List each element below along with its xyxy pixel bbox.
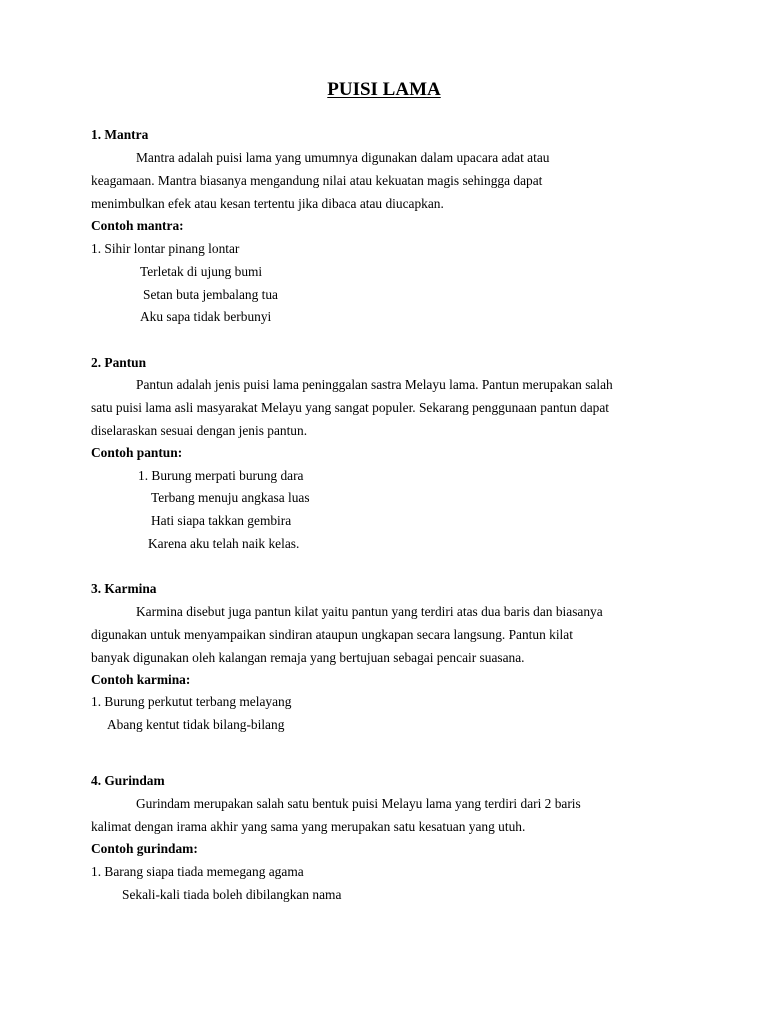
- example-label-pantun: Contoh pantun:: [91, 445, 183, 460]
- poem-line: 1. Sihir lontar pinang lontar: [91, 241, 240, 256]
- paragraph-line: keagamaan. Mantra biasanya mengandung nilai atau kekuatan magis sehingga dapat: [91, 173, 543, 188]
- poem-line: Abang kentut tidak bilang-bilang: [107, 717, 285, 732]
- paragraph-line: banyak digunakan oleh kalangan remaja yang bertujuan sebagai pencair suasana.: [91, 650, 525, 665]
- poem-line: Terbang menuju angkasa luas: [151, 490, 310, 505]
- poem-line: Setan buta jembalang tua: [143, 287, 278, 302]
- poem-line: Hati siapa takkan gembira: [151, 513, 292, 528]
- section-heading-mantra: 1. Mantra: [91, 127, 149, 142]
- poem-line: Sekali-kali tiada boleh dibilangkan nama: [122, 887, 342, 902]
- paragraph-line: kalimat dengan irama akhir yang sama yang merupakan satu kesatuan yang utuh.: [91, 819, 526, 834]
- poem-line: 1. Barang siapa tiada memegang agama: [91, 864, 304, 879]
- paragraph-line: digunakan untuk menyampaikan sindiran ataupun ungkapan secara langsung. Pantun kilat: [91, 627, 573, 642]
- example-label-gurindam: Contoh gurindam:: [91, 841, 198, 856]
- paragraph-line: satu puisi lama asli masyarakat Melayu yang sangat populer. Sekarang penggunaan pantun dapat: [91, 400, 609, 415]
- paragraph-line: diselaraskan sesuai dengan jenis pantun.: [91, 423, 308, 438]
- poem-line: 1. Burung perkutut terbang melayang: [91, 694, 292, 709]
- section-heading-pantun: 2. Pantun: [91, 355, 147, 370]
- section-heading-karmina: 3. Karmina: [91, 581, 157, 596]
- section-heading-gurindam: 4. Gurindam: [91, 773, 165, 788]
- poem-line: Aku sapa tidak berbunyi: [140, 309, 272, 324]
- example-label-mantra: Contoh mantra:: [91, 218, 184, 233]
- paragraph-line: Gurindam merupakan salah satu bentuk puisi Melayu lama yang terdiri dari 2 baris: [136, 796, 581, 811]
- poem-line: Terletak di ujung bumi: [140, 264, 263, 279]
- poem-line: Karena aku telah naik kelas.: [148, 536, 300, 551]
- paragraph-line: Mantra adalah puisi lama yang umumnya digunakan dalam upacara adat atau: [136, 150, 550, 165]
- example-label-karmina: Contoh karmina:: [91, 672, 191, 687]
- page-title: PUISI LAMA: [327, 79, 441, 100]
- paragraph-line: Karmina disebut juga pantun kilat yaitu pantun yang terdiri atas dua baris dan biasanya: [136, 604, 603, 619]
- poem-line: 1. Burung merpati burung dara: [138, 468, 304, 483]
- paragraph-line: Pantun adalah jenis puisi lama peninggalan sastra Melayu lama. Pantun merupakan salah: [136, 377, 613, 392]
- paragraph-line: menimbulkan efek atau kesan tertentu jika dibaca atau diucapkan.: [91, 196, 444, 211]
